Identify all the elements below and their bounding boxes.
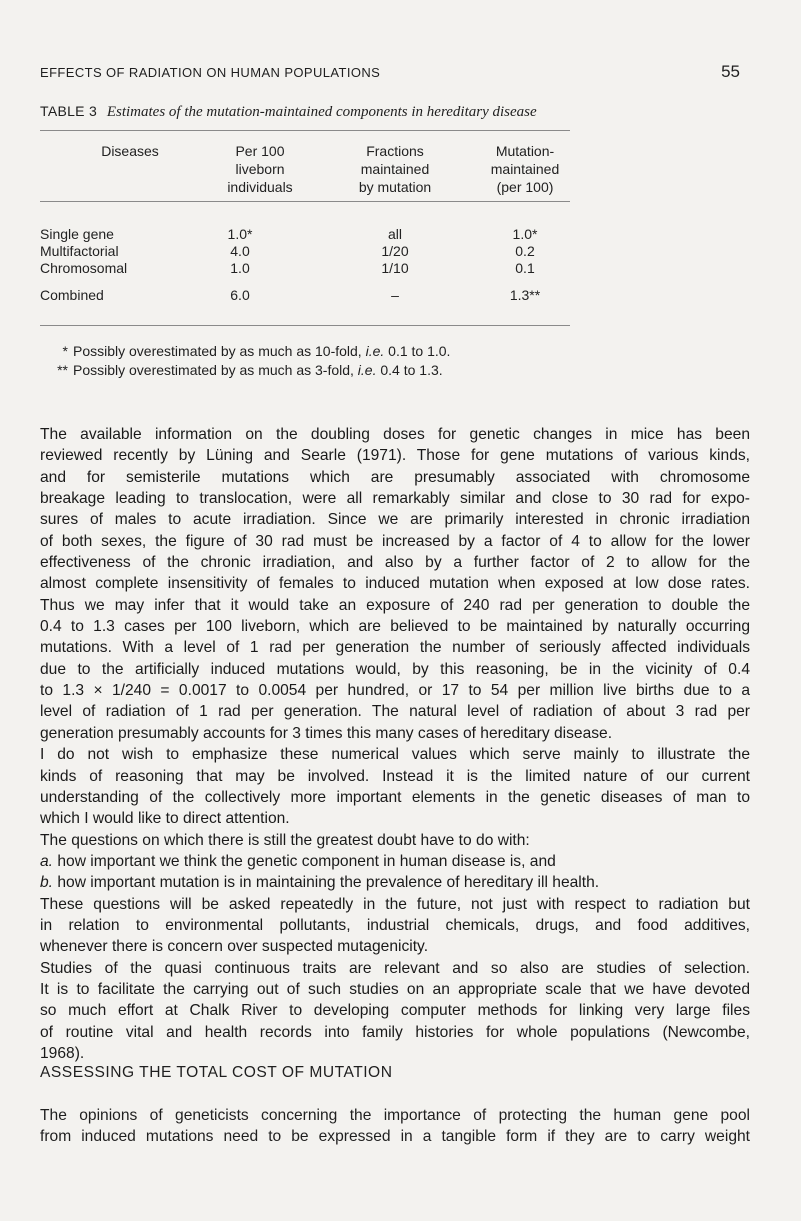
paragraph: The questions on which there is still the greatest doubt have to do with: a. how important we think the genetic component in human disease is, and b. how important mutation is in maintaining the prevalence of hereditary ill health. These questions will be asked repeatedly in the future, not just with respect to radiation but in relation to environmental pollutants, industrial chemicals, drugs, and food additives, whenever there is concern over suspected mutagenicity. <box>40 831 750 956</box>
paragraph: I do not wish to emphasize these numerical values which serve mainly to illustrate the kinds of reasoning that may be involved. Instead it is the limited nature of our current understanding of the collectively more important elements in the genetic diseases of man to which I would like to direct attention. <box>40 746 750 828</box>
table-bottom-rule <box>40 325 570 326</box>
column-header-fractions: Fractions maintained by mutation <box>358 143 432 195</box>
column-header-diseases: Diseases <box>101 143 159 159</box>
list-item-b: b. how important mutation is in maintaining the prevalence of hereditary ill health. <box>40 874 600 892</box>
footnote-mark: ** <box>57 362 68 378</box>
cell-per-100: 1.0* <box>227 226 253 242</box>
cell-per-100: 6.0 <box>230 287 250 303</box>
paragraph: Thus we may infer that it would take an exposure of 240 rad per generation to double the 0.4 to 1.3 cases per 100 liveborn, which are believed to be maintained by naturally occurring mutations. With a level of 1 rad per generation the number of seriously affected individuals due to the artificially induced mutations would, by this reasoning, be in the vicinity of 0.4 to 1.3 × 1/240 = 0.0017 to 0.0054 per hundred, or 17 to 54 per million live births due to a level of radiation of 1 rad per generation. The natural level of radiation of about 3 rad per generation presumably accounts for 3 times this many cases of hereditary disease. <box>40 596 750 742</box>
cell-disease: Multifactorial <box>40 243 119 259</box>
section-heading: ASSESSING THE TOTAL COST OF MUTATION <box>40 1064 393 1081</box>
cell-mutation: 1.0* <box>512 226 538 242</box>
table-title: Estimates of the mutation-maintained components in hereditary disease <box>106 104 537 120</box>
section-text: The opinions of geneticists concerning the importance of protecting the human gene pool from induced mutations need to be expressed in a tangible form if they are to carry weight <box>40 1107 750 1146</box>
cell-disease: Combined <box>40 287 104 303</box>
cell-mutation: 0.2 <box>515 243 535 259</box>
cell-fraction: all <box>387 226 402 242</box>
list-item-a: a. how important we think the genetic component in human disease is, and <box>40 852 556 870</box>
table-row <box>40 260 570 280</box>
running-head: EFFECTS OF RADIATION ON HUMAN POPULATIONS <box>40 65 381 80</box>
table-row <box>40 287 570 307</box>
table-label: TABLE 3 <box>40 103 98 119</box>
table-header-rule <box>40 201 570 202</box>
table-top-rule <box>40 130 570 131</box>
cell-fraction: – <box>391 287 399 303</box>
cell-mutation: 0.1 <box>515 260 535 276</box>
cell-mutation: 1.3** <box>509 287 541 303</box>
cell-per-100: 1.0 <box>230 260 250 276</box>
paragraph: Studies of the quasi continuous traits are relevant and so also are studies of selection. It is to facilitate the carrying out of such studies on an appropriate scale that we have devoted so much effort at Chalk River to developing computer methods for linking very large files of routine vital and health records into family histories for whole populations (Newcombe, 1968). <box>40 959 750 1062</box>
column-header-per-100: Per 100 liveborn individuals <box>227 143 293 195</box>
table-caption <box>40 103 537 121</box>
page-header <box>40 62 740 85</box>
cell-fraction: 1/20 <box>381 243 409 259</box>
cell-disease: Chromosomal <box>40 260 128 276</box>
footnote-mark: * <box>62 343 68 359</box>
cell-per-100: 4.0 <box>230 243 250 259</box>
column-header-mutation-maintained: Mutation- maintained (per 100) <box>490 143 560 195</box>
paragraph: The available information on the doubling doses for genetic changes in mice has been reviewed recently by Lüning and Searle (1971). Those for gene mutations of various kinds, and for semisterile mutations which are presumably associated with chromosome breakage leading to translocation, were all remarkably similar and close to 30 rad for expo- sures of males to acute irradiation. Since we are primarily interested in chronic irradiation of both sexes, the figure of 30 rad must be increased by a factor of 4 to allow for the lower effectiveness of the chronic irradiation, and also by a further factor of 2 to allow for the almost complete insensitivity of females to induced mutation when exposed at low dose rates. <box>40 426 750 593</box>
cell-disease: Single gene <box>40 226 114 242</box>
cell-fraction: 1/10 <box>381 260 409 276</box>
page-number: 55 <box>721 62 740 81</box>
body-text <box>40 424 750 1064</box>
